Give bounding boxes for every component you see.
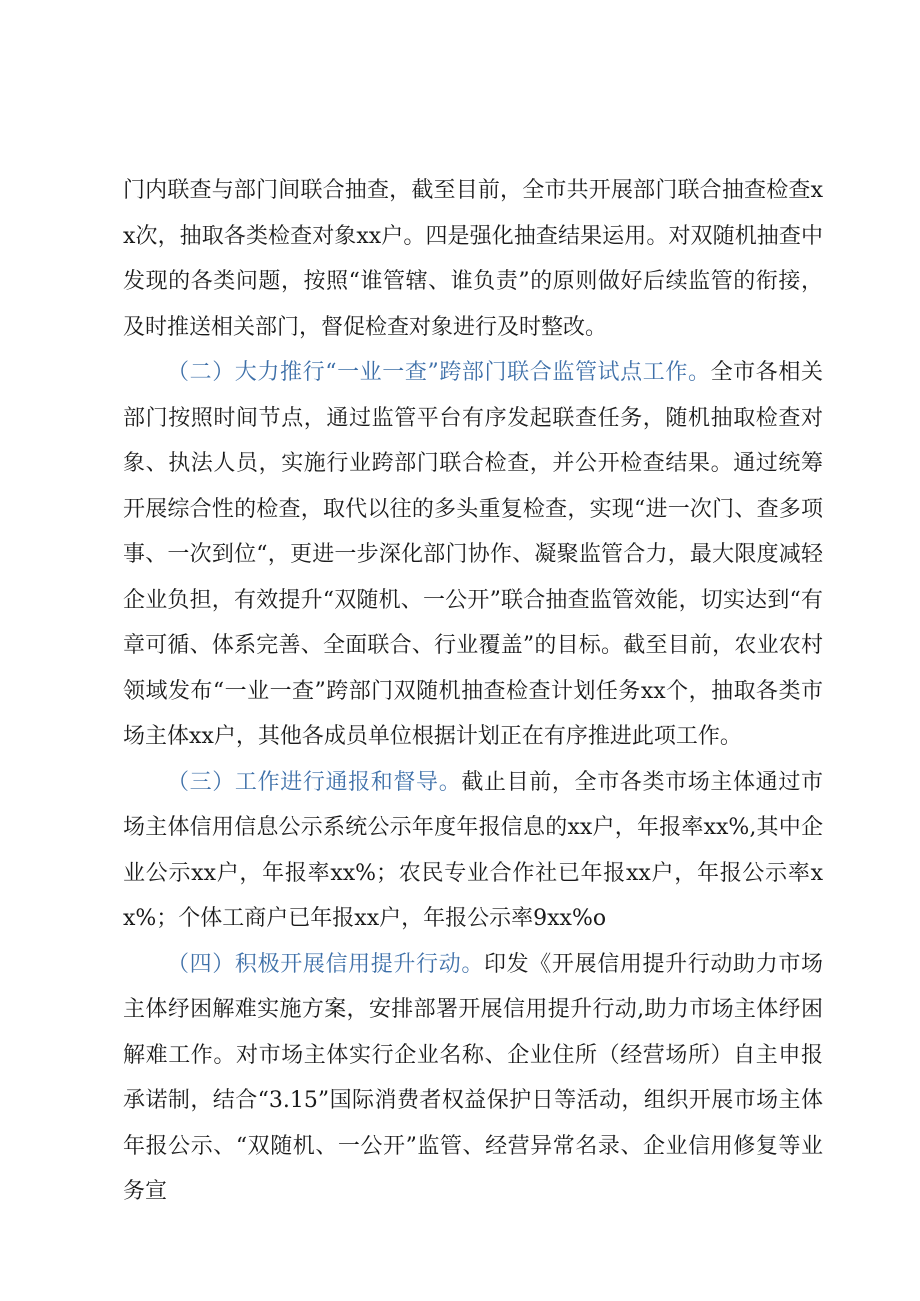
paragraph-body: 全市各相关部门按照时间节点，通过监管平台有序发起联查任务，随机抽取检查对象、执法人员，实施行业跨部门联合检查，并公开检查结果。通过统筹开展综合性的检查，取代以往的多头重复检查，实现“进一次门、查多项事、一次到位“，更进一步深化部门协作、凝聚监管合力，最大限度减轻企业负担，有效提升“双随机、一公开”联合抽查监管效能，切实达到“有章可循、体系完善、全面联合、行业覆盖”的目标。截至目前，农业农村领域发布“一业一查”跨部门双随机抽查检查计划任务xx个，抽取各类市场主体xx户，其他各成员单位根据计划正在有序推进此项工作。: [123, 360, 823, 749]
section-heading: （四）积极开展信用提升行动。: [167, 951, 484, 977]
paragraph-body: 截止目前，全市各类市场主体通过市场主体信用信息公示系统公示年度年报信息的xx户，年报率xx%,其中企业公示xx户，年报率xx%；农民专业合作社已年报xx户，年报公示率xx%；个体工商户已年报xx户，年报公示率9xx%o: [123, 769, 823, 931]
paragraph-body: 印发《开展信用提升行动助力市场主体纾困解难实施方案，安排部署开展信用提升行动,助力市场主体纾困解难工作。对市场主体实行企业名称、企业住所（经营场所）自主申报承诺制，结合“3.15”国际消费者权益保护日等活动，组织开展市场主体年报公示、“双随机、一公开”监管、经营异常名录、企业信用修复等业务宣: [123, 951, 823, 1204]
section-heading: （三）工作进行通报和督导。: [167, 769, 462, 795]
paragraph-credit-improvement: [123, 942, 823, 1215]
paragraph-body: 门内联查与部门间联合抽查，截至目前，全市共开展部门联合抽查检查xx次，抽取各类检查对象xx户。四是强化抽查结果运用。对双随机抽查中发现的各类问题，按照“谁管辖、谁负责”的原则做好后续监管的衔接，及时推送相关部门，督促检查对象进行及时整改。: [123, 178, 823, 340]
paragraph-report-supervision: [123, 760, 823, 942]
section-heading: （二）大力推行“一业一查”跨部门联合监管试点工作。: [167, 360, 711, 385]
document-body: [123, 168, 823, 1215]
paragraph-pilot-joint-supervision: [123, 350, 823, 760]
paragraph-continuation: [123, 168, 823, 350]
